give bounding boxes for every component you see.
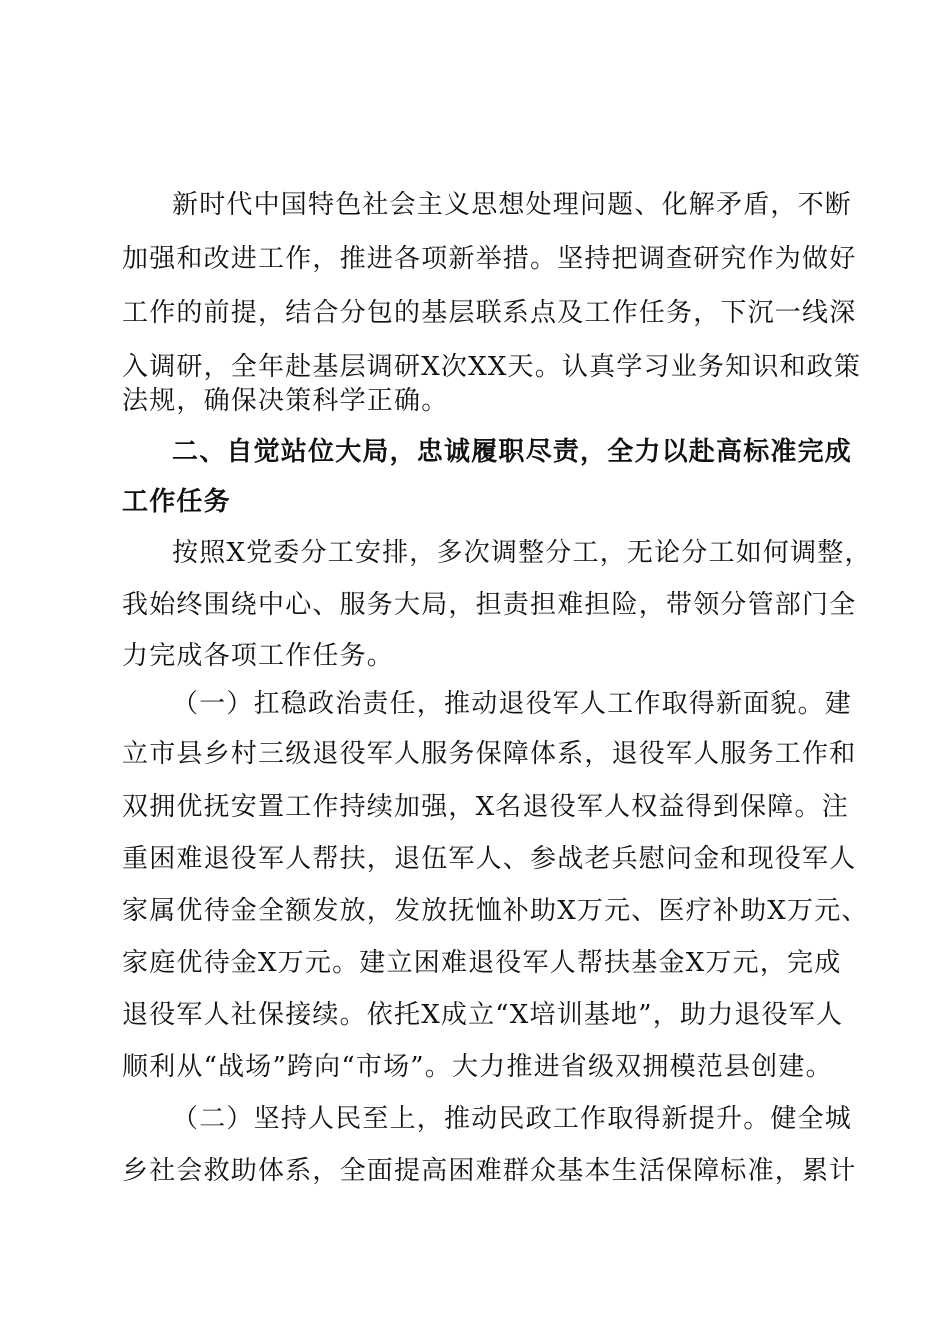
paragraph-line: 立市县乡村三级退役军人服务保障体系，退役军人服务工作和 (122, 739, 857, 769)
section-heading-cont: 工作任务 (122, 487, 231, 517)
paragraph-line: 工作的前提，结合分包的基层联系点及工作任务，下沉一线深 (122, 298, 857, 328)
paragraph-line: 退役军人社保接续。依托X成立“X培训基地”，助力退役军人 (122, 1000, 844, 1030)
paragraph-line: 双拥优抚安置工作持续加强，X名退役军人权益得到保障。注 (122, 792, 849, 822)
paragraph-line: 乡社会救助体系，全面提高困难群众基本生活保障标准，累计 (122, 1156, 857, 1186)
paragraph-line: 家属优待金全额发放，发放抚恤补助X万元、医疗补助X万元、 (122, 896, 869, 926)
paragraph-line: 家庭优待金X万元。建立困难退役军人帮扶基金X万元，完成 (122, 948, 842, 978)
paragraph-line: 我始终围绕中心、服务大局，担责担难担险，带领分管部门全 (122, 590, 857, 620)
paragraph-line: 顺利从“战场”跨向“市场”。大力推进省级双拥模范县创建。 (122, 1052, 833, 1082)
paragraph-line: 法规，确保决策科学正确。 (122, 386, 449, 416)
paragraph-line: 入调研，全年赴基层调研X次XX天。认真学习业务知识和政策 (122, 352, 862, 382)
subsection-line: （一）扛稳政治责任，推动退役军人工作取得新面貌。建 (172, 689, 853, 719)
paragraph-line: 重困难退役军人帮扶，退伍军人、参战老兵慰问金和现役军人 (122, 844, 857, 874)
paragraph-line: 加强和改进工作，推进各项新举措。坚持把调查研究作为做好 (122, 244, 857, 274)
subsection-line: （二）坚持人民至上，推动民政工作取得新提升。健全城 (172, 1104, 853, 1134)
section-heading: 二、自觉站位大局，忠诚履职尽责，全力以赴高标准完成 (172, 437, 853, 467)
paragraph-line: 按照X党委分工安排，多次调整分工，无论分工如何调整， (172, 538, 872, 568)
paragraph-line: 力完成各项工作任务。 (122, 641, 395, 671)
paragraph-line: 新时代中国特色社会主义思想处理问题、化解矛盾，不断 (172, 190, 853, 220)
